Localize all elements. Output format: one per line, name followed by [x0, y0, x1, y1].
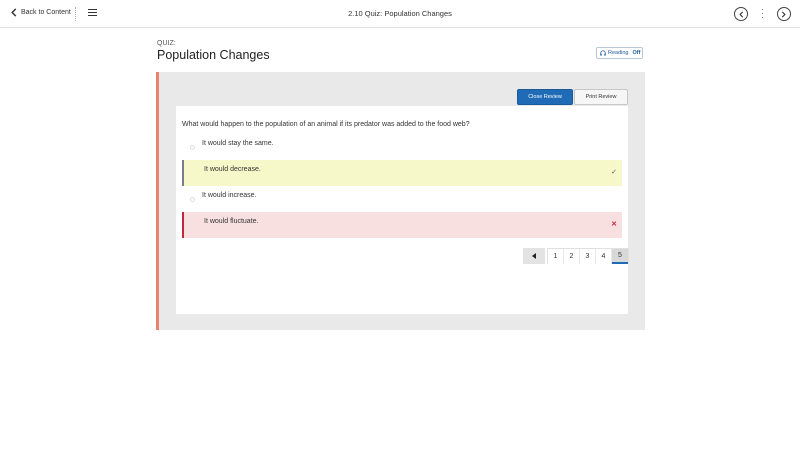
- answer-option-label: It would decrease.: [204, 166, 261, 173]
- reading-toggle-button[interactable]: [596, 47, 643, 59]
- headphones-icon: [600, 50, 606, 56]
- pagination: [547, 248, 629, 264]
- kebab-icon[interactable]: [762, 9, 764, 19]
- page-3-button[interactable]: 3: [580, 249, 596, 264]
- print-review-button[interactable]: Print Review: [574, 89, 628, 105]
- page-2-button[interactable]: 2: [564, 249, 580, 264]
- quiz-label: QUIZ:: [157, 40, 176, 47]
- page-4-button[interactable]: 4: [596, 249, 612, 264]
- answer-option-2[interactable]: [182, 160, 622, 186]
- caret-left-icon: [532, 253, 536, 259]
- radio-button[interactable]: [190, 197, 195, 202]
- back-to-content-label: Back to Content: [21, 9, 71, 16]
- radio-button[interactable]: [190, 145, 195, 150]
- answer-option-4[interactable]: [182, 212, 622, 238]
- answer-option-label: It would fluctuate.: [204, 218, 259, 225]
- page-1-button[interactable]: 1: [548, 249, 564, 264]
- next-page-button[interactable]: [777, 7, 791, 21]
- quiz-title: Population Changes: [157, 48, 270, 62]
- top-bar: [0, 0, 800, 28]
- page-5-button[interactable]: 5: [612, 249, 628, 264]
- answer-option-3[interactable]: [182, 186, 622, 212]
- question-text: What would happen to the population of an animal if its predator was added to the food web?: [182, 121, 470, 128]
- answer-option-label: It would increase.: [202, 192, 257, 199]
- chevron-left-icon: [738, 11, 744, 18]
- x-icon: ✕: [611, 221, 617, 228]
- close-review-button[interactable]: Close Review: [517, 89, 573, 105]
- reading-state: Off: [632, 50, 641, 56]
- page-title: 2.10 Quiz: Population Changes: [348, 9, 452, 18]
- reading-label: Reading: [608, 50, 629, 56]
- check-icon: ✓: [611, 169, 617, 176]
- answer-option-label: It would stay the same.: [202, 140, 274, 147]
- chevron-right-icon: [781, 11, 787, 18]
- answer-option-1[interactable]: [182, 134, 622, 160]
- previous-page-button[interactable]: [734, 7, 748, 21]
- pager-previous-button[interactable]: [523, 248, 545, 264]
